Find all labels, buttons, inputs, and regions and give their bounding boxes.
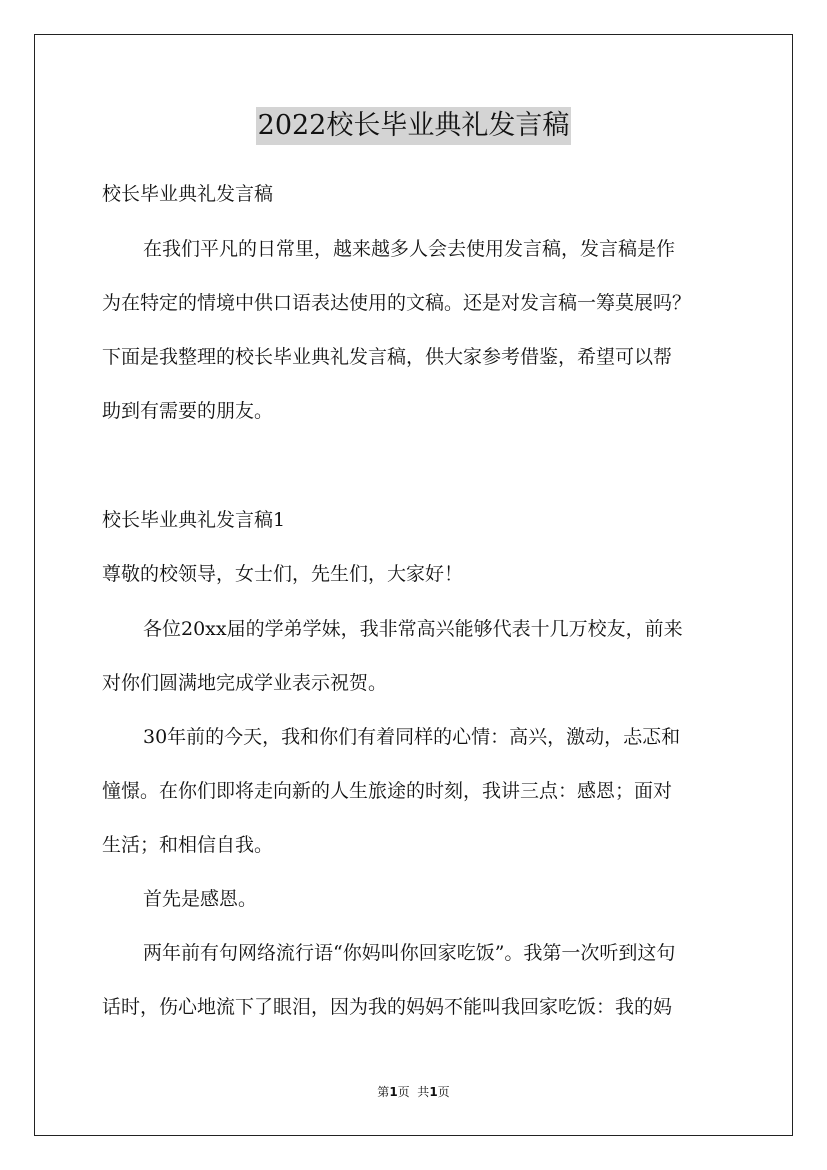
salutation-line: 尊敬的校领导，女士们，先生们，大家好！ [102, 563, 464, 585]
footer-page-number: 1 [389, 1085, 398, 1099]
paragraph-line: 各位20xx届的学弟学妹，我非常高兴能够代表十几万校友，前来 [143, 618, 683, 640]
paragraph-line: 憧憬。在你们即将走向新的人生旅途的时刻，我讲三点：感恩；面对 [102, 780, 673, 802]
paragraph-line: 30年前的今天，我和你们有着同样的心情：高兴，激动，忐忑和 [143, 726, 681, 748]
footer-total-pages: 1 [429, 1085, 438, 1099]
section-heading: 校长毕业典礼发言稿 [102, 183, 274, 205]
paragraph-line: 两年前有句网络流行语“你妈叫你回家吃饭”。我第一次听到这句 [143, 942, 676, 964]
document-title: 2022校长毕业典礼发言稿 [0, 104, 827, 145]
page-footer [0, 1084, 827, 1100]
section-heading: 校长毕业典礼发言稿1 [102, 509, 286, 531]
paragraph-line: 话时，伤心地流下了眼泪，因为我的妈妈不能叫我回家吃饭：我的妈 [102, 996, 673, 1018]
footer-suffix: 页 [437, 1085, 450, 1099]
footer-prefix: 第 [377, 1085, 390, 1099]
paragraph-line: 在我们平凡的日常里，越来越多人会去使用发言稿，发言稿是作 [143, 238, 676, 260]
footer-mid: 页 共 [397, 1085, 430, 1099]
paragraph-line: 生活；和相信自我。 [102, 834, 274, 856]
paragraph-line: 助到有需要的朋友。 [102, 400, 274, 422]
paragraph-line: 下面是我整理的校长毕业典礼发言稿，供大家参考借鉴，希望可以帮 [102, 346, 673, 368]
paragraph-line: 首先是感恩。 [143, 888, 258, 910]
paragraph-line: 为在特定的情境中供口语表达使用的文稿。还是对发言稿一筹莫展吗？ [102, 292, 692, 314]
paragraph-line: 对你们圆满地完成学业表示祝贺。 [102, 672, 388, 694]
